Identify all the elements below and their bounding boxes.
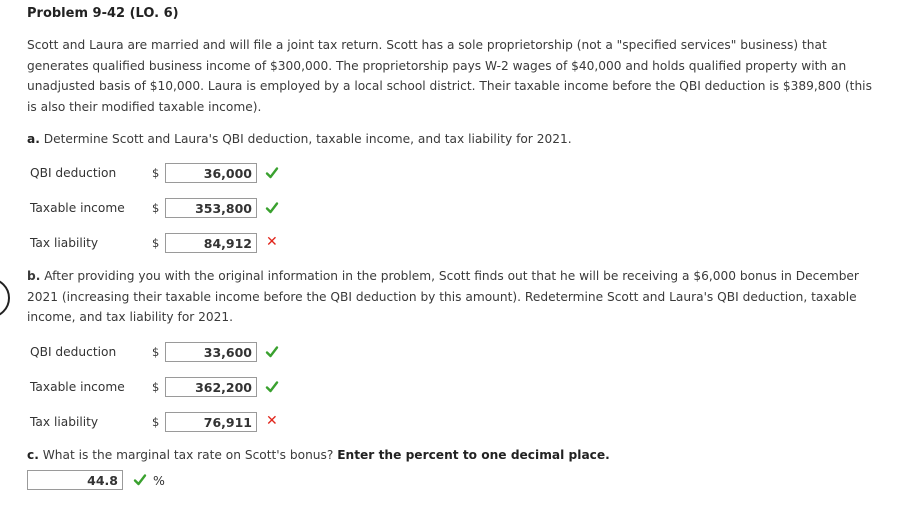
intro-line: Scott and Laura are married and will file a joint tax return. Scott has a sole proprietorship (not a "specified services" business) that <box>27 38 827 52</box>
tax-liability-a-input[interactable]: 84,912 <box>165 233 257 253</box>
currency-symbol: $ <box>152 236 160 250</box>
taxable-income-b-input[interactable]: 362,200 <box>165 377 257 397</box>
percent-unit: % <box>153 473 165 488</box>
part-c-instruction: Enter the percent to one decimal place. <box>337 448 610 462</box>
currency-symbol: $ <box>152 415 160 429</box>
part-a-question <box>27 132 572 146</box>
part-c-prefix: c. <box>27 448 39 462</box>
currency-symbol: $ <box>152 166 160 180</box>
tax-liability-b-input[interactable]: 76,911 <box>165 412 257 432</box>
row-label: Taxable income <box>30 201 125 215</box>
check-icon <box>265 201 279 215</box>
intro-line: is also their modified taxable income). <box>27 99 262 114</box>
x-icon: ✕ <box>266 234 278 250</box>
check-icon <box>265 166 279 180</box>
check-icon <box>133 473 147 487</box>
row-label: Taxable income <box>30 380 125 394</box>
currency-symbol: $ <box>152 201 160 215</box>
intro-line: generates qualified business income of $300,000. The proprietorship pays W-2 wages of $40,000 and holds qualified property with an <box>27 58 847 73</box>
part-c-question <box>27 448 610 462</box>
row-label: QBI deduction <box>30 345 117 359</box>
part-b-line: income, and tax liability for 2021. <box>27 310 234 324</box>
problem-intro <box>27 35 887 117</box>
part-a-prefix: a. <box>27 132 40 146</box>
x-icon: ✕ <box>266 413 278 429</box>
qbi-deduction-b-input[interactable]: 33,600 <box>165 342 257 362</box>
part-c-text: What is the marginal tax rate on Scott's bonus? <box>42 448 334 462</box>
row-label: Tax liability <box>30 236 99 250</box>
part-b-line: 2021 (increasing their taxable income before the QBI deduction by this amount). Redetermine Scott and Laura's QBI deduction, taxable <box>27 289 857 304</box>
currency-symbol: $ <box>152 380 160 394</box>
qbi-deduction-a-input[interactable]: 36,000 <box>165 163 257 183</box>
part-b-line <box>27 266 887 287</box>
part-a-text: Determine Scott and Laura's QBI deduction, taxable income, and tax liability for 2021. <box>43 132 572 146</box>
edge-circle <box>0 278 10 318</box>
part-b-question <box>27 266 887 328</box>
row-label: Tax liability <box>30 415 99 429</box>
problem-title: Problem 9-42 (LO. 6) <box>27 6 179 21</box>
check-icon <box>265 345 279 359</box>
intro-line: unadjusted basis of $10,000. Laura is employed by a local school district. Their taxable income before the QBI deduction is $389,800 (this <box>27 79 872 93</box>
taxable-income-a-input[interactable]: 353,800 <box>165 198 257 218</box>
part-b-text: After providing you with the original information in the problem, Scott finds out that he will be receiving a $6,000 bonus in December <box>44 269 859 283</box>
part-b-prefix: b. <box>27 269 41 283</box>
currency-symbol: $ <box>152 345 160 359</box>
row-label: QBI deduction <box>30 166 117 180</box>
marginal-rate-input[interactable]: 44.8 <box>27 470 123 490</box>
check-icon <box>265 380 279 394</box>
